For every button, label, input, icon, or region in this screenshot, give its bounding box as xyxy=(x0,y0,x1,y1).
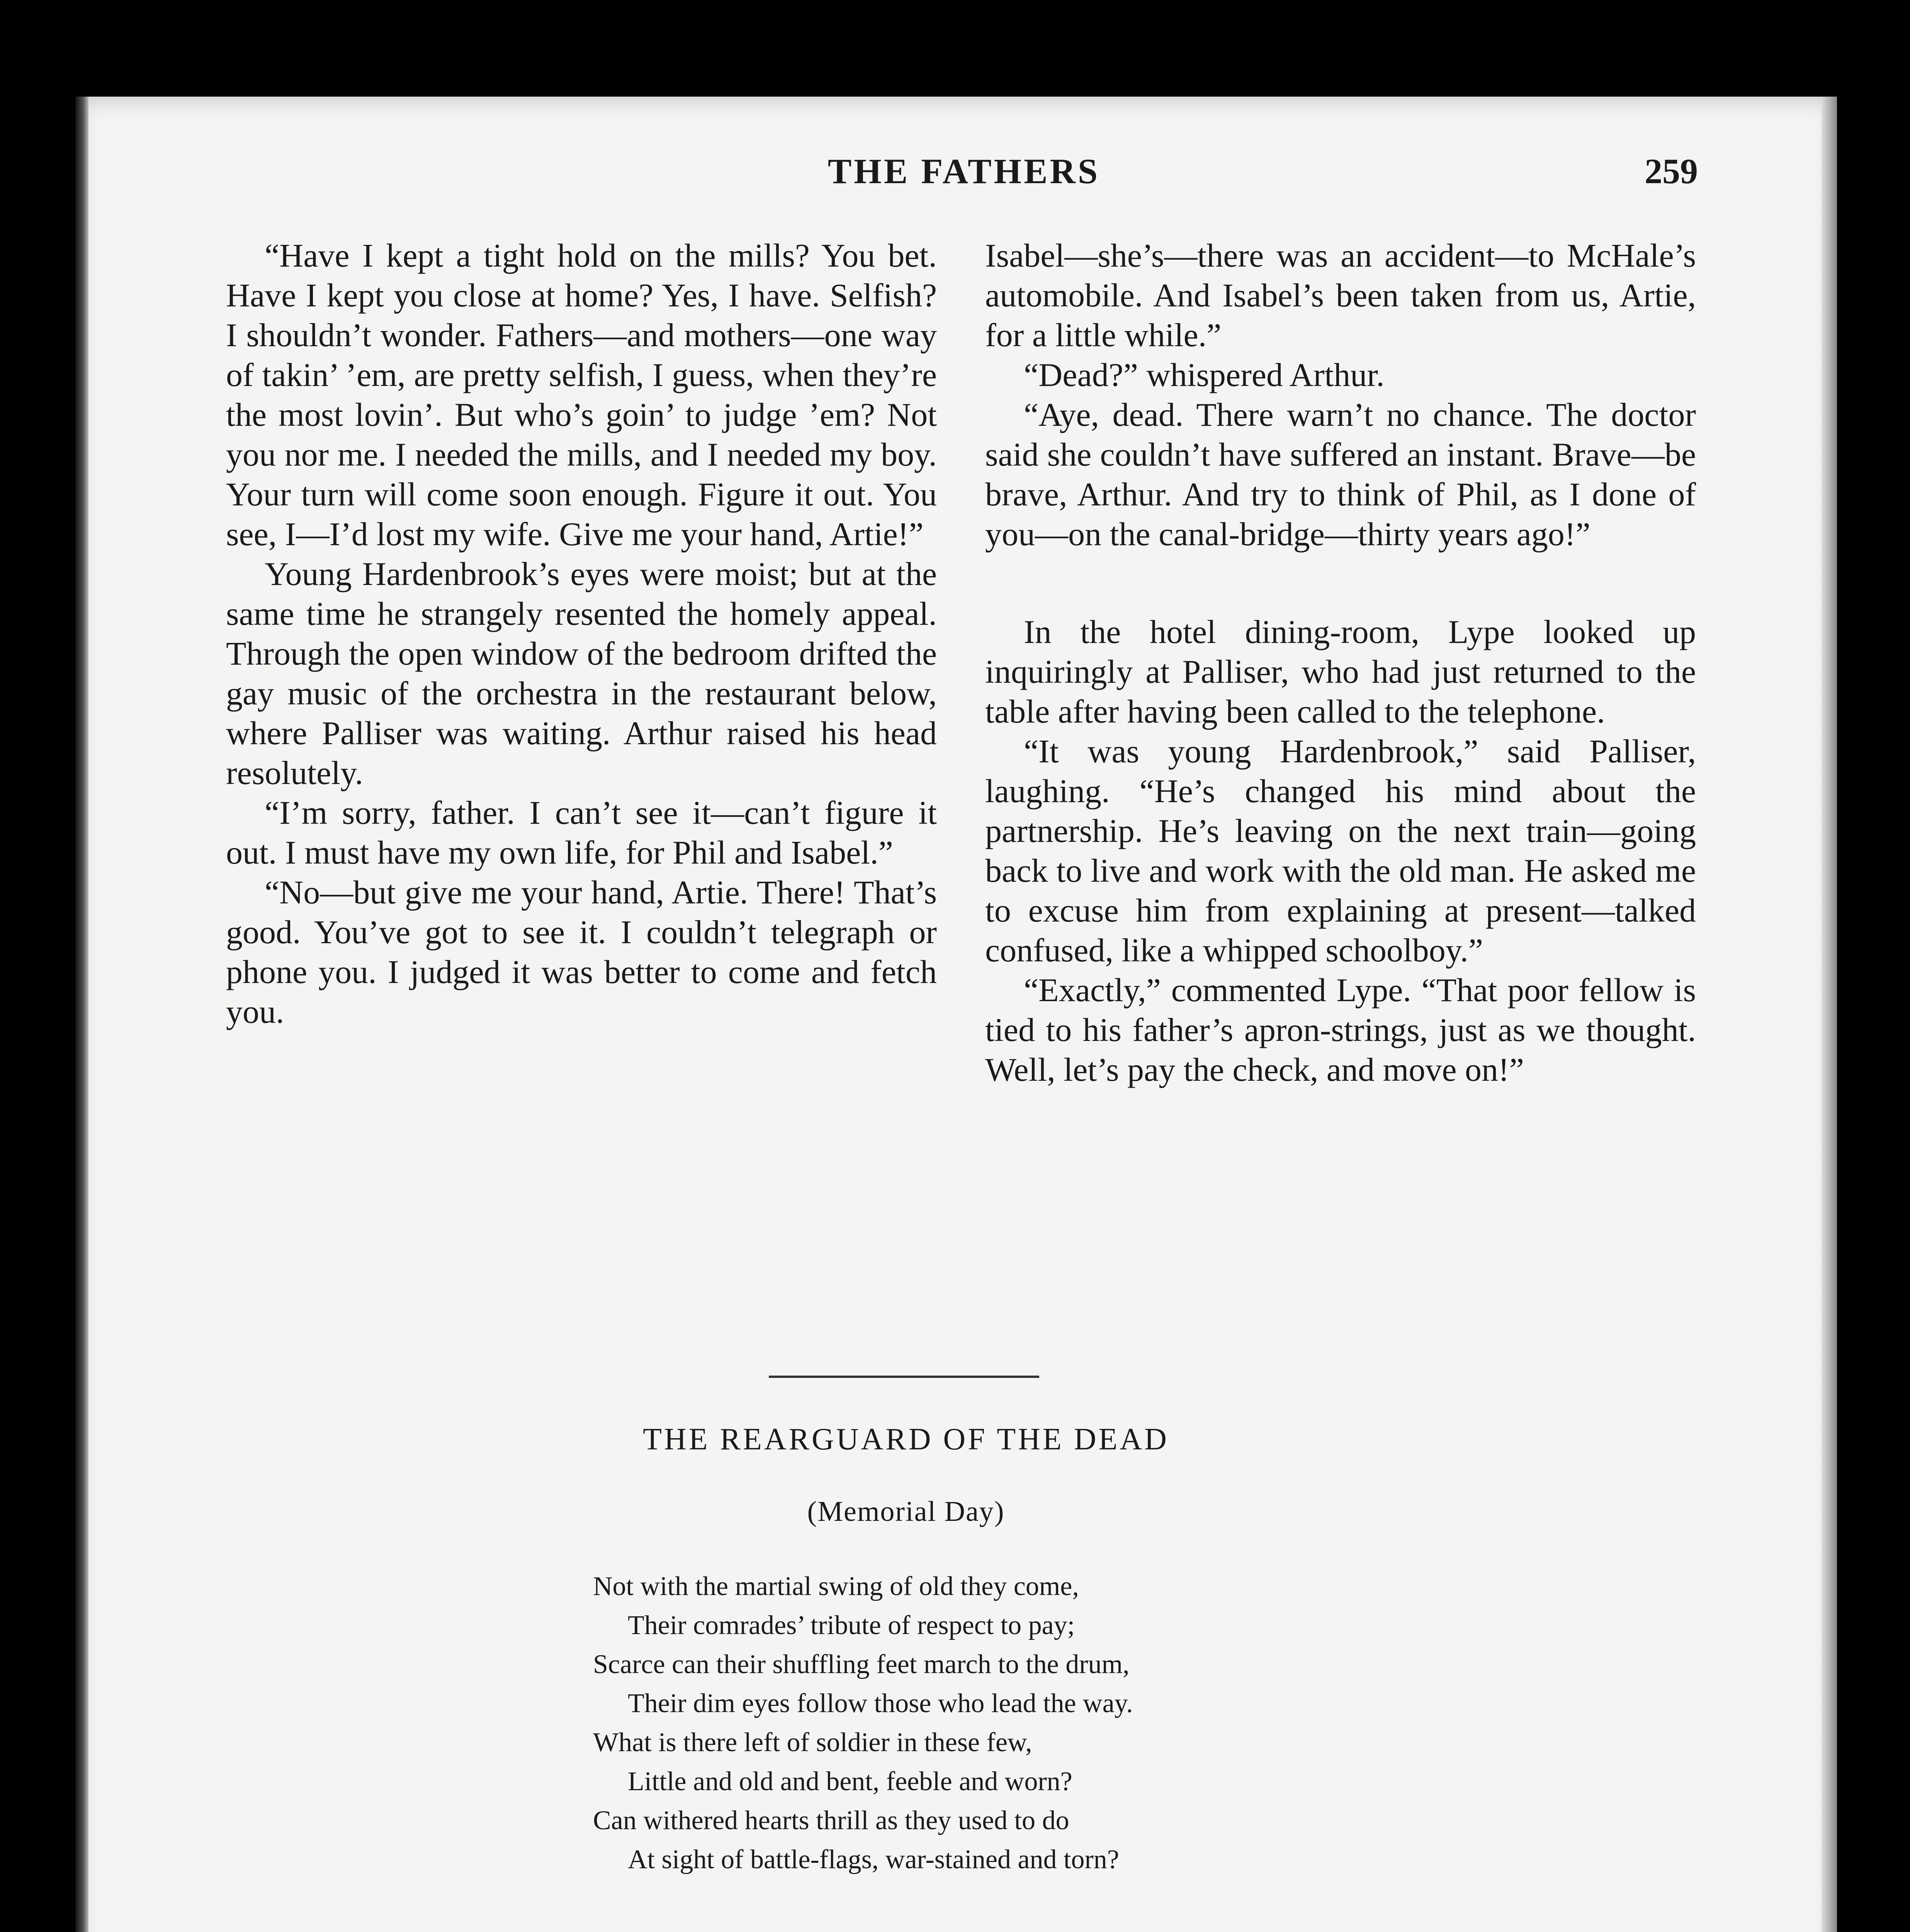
left-column xyxy=(226,236,937,1032)
poem-body xyxy=(593,1567,1404,1932)
paragraph: “Aye, dead. There warn’t no chance. The doctor said she couldn’t have suffered an instant. Brave—be brave, Arthur. And try to think of Phil, as I done of you—on the canal-bridge—thirty years ago!” xyxy=(985,396,1696,553)
poem-subtitle: (Memorial Day) xyxy=(807,1496,1005,1527)
poem-line: Scarce can their shuffling feet march to the drum, xyxy=(593,1650,1130,1679)
page-gutter xyxy=(75,97,88,1932)
poem-title: THE REARGUARD OF THE DEAD xyxy=(643,1422,1169,1456)
poem-line: Their comrades’ tribute of respect to pay; xyxy=(628,1611,1075,1640)
paragraph: In the hotel dining-room, Lype looked up inquiringly at Palliser, who had just returned to the table after having been called to the telephone. xyxy=(985,613,1696,730)
page-number: 259 xyxy=(1645,151,1698,191)
paragraph: “No—but give me your hand, Artie. There! That’s good. You’ve got to see it. I couldn’t telegraph or phone you. I judged it was better to come and fetch you. xyxy=(226,874,937,1030)
right-column xyxy=(985,236,1696,1090)
running-head-title: THE FATHERS xyxy=(828,151,1100,191)
paragraph: Isabel—she’s—there was an accident—to McHale’s automobile. And Isabel’s been taken from us, Artie, for a little while.” xyxy=(985,237,1696,354)
section-divider xyxy=(769,1376,1039,1378)
section-break xyxy=(985,554,1696,612)
stanza xyxy=(593,1929,1404,1932)
paragraph: “Exactly,” commented Lype. “That poor fellow is tied to his father’s apron-strings, just as we thought. Well, let’s pay the check, and move on!” xyxy=(985,971,1696,1088)
poem-line: Not with the martial swing of old they come, xyxy=(593,1571,1079,1601)
poem-line: Little and old and bent, feeble and worn? xyxy=(628,1767,1072,1796)
poem-line: At sight of battle-flags, war-stained and torn? xyxy=(628,1845,1119,1874)
paragraph: Young Hardenbrook’s eyes were moist; but at the same time he strangely resented the homely appeal. Through the open window of the bedroom drifted the gay music of the orchestra in the restaurant below, where Palliser was waiting. Arthur raised his head resolutely. xyxy=(226,555,937,791)
paragraph: “It was young Hardenbrook,” said Palliser, laughing. “He’s changed his mind about the partnership. He’s leaving on the next train—going back to live and work with the old man. He asked me to excuse him from explaining at present—talked confused, like a whipped schoolboy.” xyxy=(985,733,1696,969)
poem-line xyxy=(593,1929,1404,1932)
magazine-page xyxy=(75,97,1837,1932)
poem-line: Can withered hearts thrill as they used to do xyxy=(593,1806,1069,1835)
poem-line: Their dim eyes follow those who lead the way. xyxy=(628,1689,1133,1718)
paragraph: “I’m sorry, father. I can’t see it—can’t figure it out. I must have my own life, for Phil and Isabel.” xyxy=(226,794,937,871)
paragraph: “Have I kept a tight hold on the mills? You bet. Have I kept you close at home? Yes, I have. Selfish? I shouldn’t wonder. Fathers—and mothers—one way of takin’ ’em, are pretty selfish, I guess, when they’re the most lovin’. But who’s goin’ to judge ’em? Not you nor me. I needed the mills, and I needed my boy. Your turn will come soon enough. Figure it out. You see, I—I’d lost my wife. Give me your hand, Artie!” xyxy=(226,237,937,553)
paragraph: “Dead?” whispered Arthur. xyxy=(1024,356,1385,393)
stanza xyxy=(593,1567,1404,1879)
page-edge xyxy=(1822,97,1837,1932)
poem-line: What is there left of soldier in these few, xyxy=(593,1728,1032,1757)
